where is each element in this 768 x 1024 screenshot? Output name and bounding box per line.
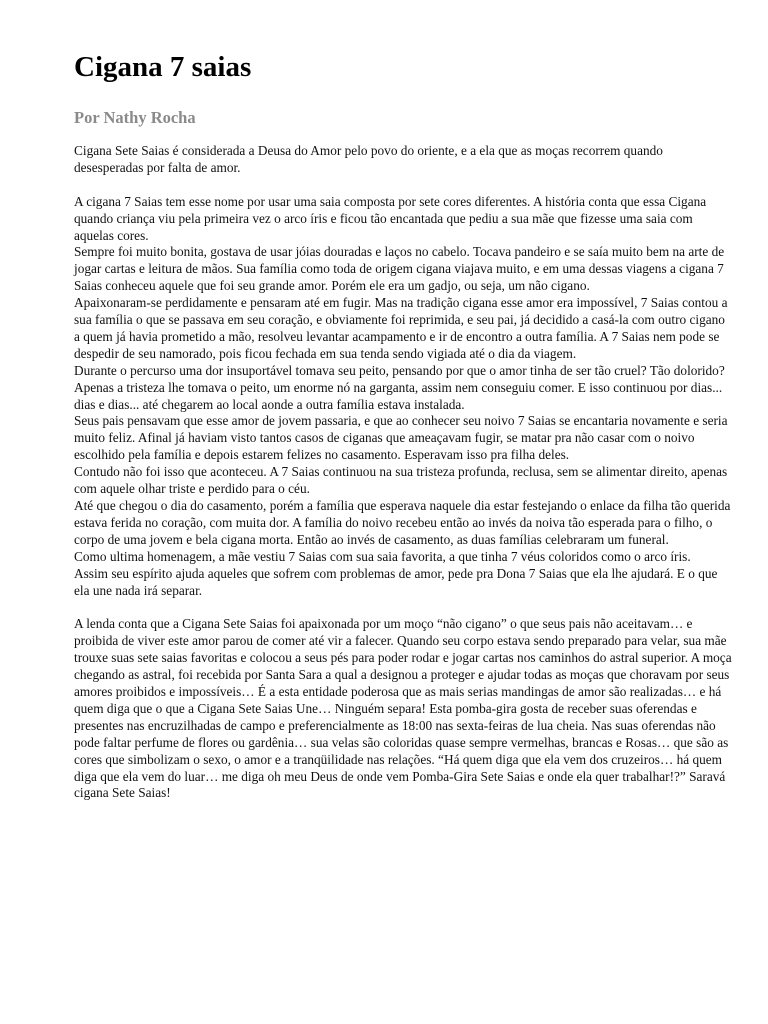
paragraph-appearance: Sempre foi muito bonita, gostava de usar jóias douradas e laços no cabelo. Tocava pandeiro e se saía muito bem na arte de jogar cartas e leitura de mãos. Sua família como toda de origem cigana viajava muito, e em uma dessas viagens a cigana 7 Saias conheceu aquele que foi seu grande amor. Porém ele era um gadjo, ou seja, um não cigano.: [74, 244, 725, 294]
document-page: [74, 50, 734, 802]
paragraph-parents-hope: Seus pais pensavam que esse amor de jovem passaria, e que ao conhecer seu noivo 7 Saias se encantaria novamente e seria muito feliz. Afinal já haviam visto tantos casos de ciganas que ameaçavam fugir, se matar pra não casar com o noivo escolhido pela família e depois estarem felizes no casamento. Esperavam isso pra filha deles.: [74, 413, 728, 463]
paragraph-spacer: [74, 599, 734, 616]
paragraph-journey: Durante o percurso uma dor insuportável tomava seu peito, pensando por que o amor tinha de ser tão cruel? Tão dolorido? Apenas a tristeza lhe tomava o peito, um enorme nó na garganta, assim nem conseguiu comer. E isso continuou por dias... dias e dias... até chegarem ao local aonde a outra família estava instalada.: [74, 362, 725, 412]
document-title: Cigana 7 saias: [74, 51, 252, 83]
paragraph-spirit: Assim seu espírito ajuda aqueles que sofrem com problemas de amor, pede pra Dona 7 Saias que ela lhe ajudará. E o que ela une nada irá separar.: [74, 565, 718, 598]
paragraph-name-origin: A cigana 7 Saias tem esse nome por usar uma saia composta por sete cores diferentes. A história conta que essa Cigana quando criança viu pela primeira vez o arco íris e ficou tão encantada que pediu a sua mãe que fizesse uma saia com aquelas cores.: [74, 193, 707, 243]
paragraph-homage: Como ultima homenagem, a mãe vestiu 7 Saias com sua saia favorita, a que tinha 7 véus coloridos como o arco íris.: [74, 548, 691, 564]
paragraph-intro: Cigana Sete Saias é considerada a Deusa do Amor pelo povo do oriente, e a ela que as moças recorrem quando desesperadas por falta de amor.: [74, 143, 663, 175]
document-body: [74, 143, 734, 802]
author-byline: Por Nathy Rocha: [74, 108, 196, 127]
paragraph-forbidden-love: Apaixonaram-se perdidamente e pensaram até em fugir. Mas na tradição cigana esse amor era impossível, 7 Saias contou a sua família o que se passava em seu coração, e obviamente foi reprimida, e seu pai, já decidido a casá-la com outro cigano a quem já havia prometido a mão, resolveu levantar acampamento e ir de encontro a outra família. A 7 Saias nem pode se despedir de seu namorado, pois ficou fechada em sua tenda sendo vigiada até o dia da viagem.: [74, 295, 728, 361]
paragraph-wedding-day: Até que chegou o dia do casamento, porém a família que esperava naquele dia estar festejando o enlace da filha tão querida estava ferida no coração, com muita dor. A família do noivo recebeu então ao invés da noiva tão esperada para o filho, o corpo de uma jovem e bela cigana morta. Então ao invés de casamento, as duas famílias celebraram um funeral.: [74, 498, 731, 547]
paragraph-spacer: [74, 177, 734, 194]
paragraph-legend: A lenda conta que a Cigana Sete Saias foi apaixonada por um moço “não cigano” o que seus pais não aceitavam… e proibida de viver este amor parou de comer até vir a falecer. Quando seu corpo estava sendo preparado para velar, sua mãe trouxe suas sete saias favoritas e colocou a seus pés para poder rodar e jogar cartas nos caminhos do astral superior. A moça chegando as astral, foi recebida por Santa Sara a qual a designou a proteger e ajudar todas as moças que choravam por seus amores proibidos e impossíveis… É a esta entidade poderosa que as mais serias mandingas de amor são realizadas… e há quem diga que o que a Cigana Sete Saias Une… Ninguém separa! Esta pomba-gira gosta de receber suas oferendas e presentes nas encruzilhadas de campo e preferencialmente as 18:00 nas sexta-feiras de lua cheia. Nas suas oferendas não pode faltar perfume de flores ou gardênia… sua velas são coloridas quase sempre vermelhas, brancas e Rosas… que são as cores que simbolizam o sexo, o amor e a tranqüilidade nas relações. “Há quem diga que ela vem dos cruzeiros… há quem diga que ela vem do luar… me diga oh meu Deus de onde vem Pomba-Gira Sete Saias e onde ela quer trabalhar!?” Saravá cigana Sete Saias!: [74, 616, 732, 801]
paragraph-sadness: Contudo não foi isso que aconteceu. A 7 Saias continuou na sua tristeza profunda, reclusa, sem se alimentar direito, apenas com aquele olhar triste e perdido para o céu.: [74, 464, 728, 497]
